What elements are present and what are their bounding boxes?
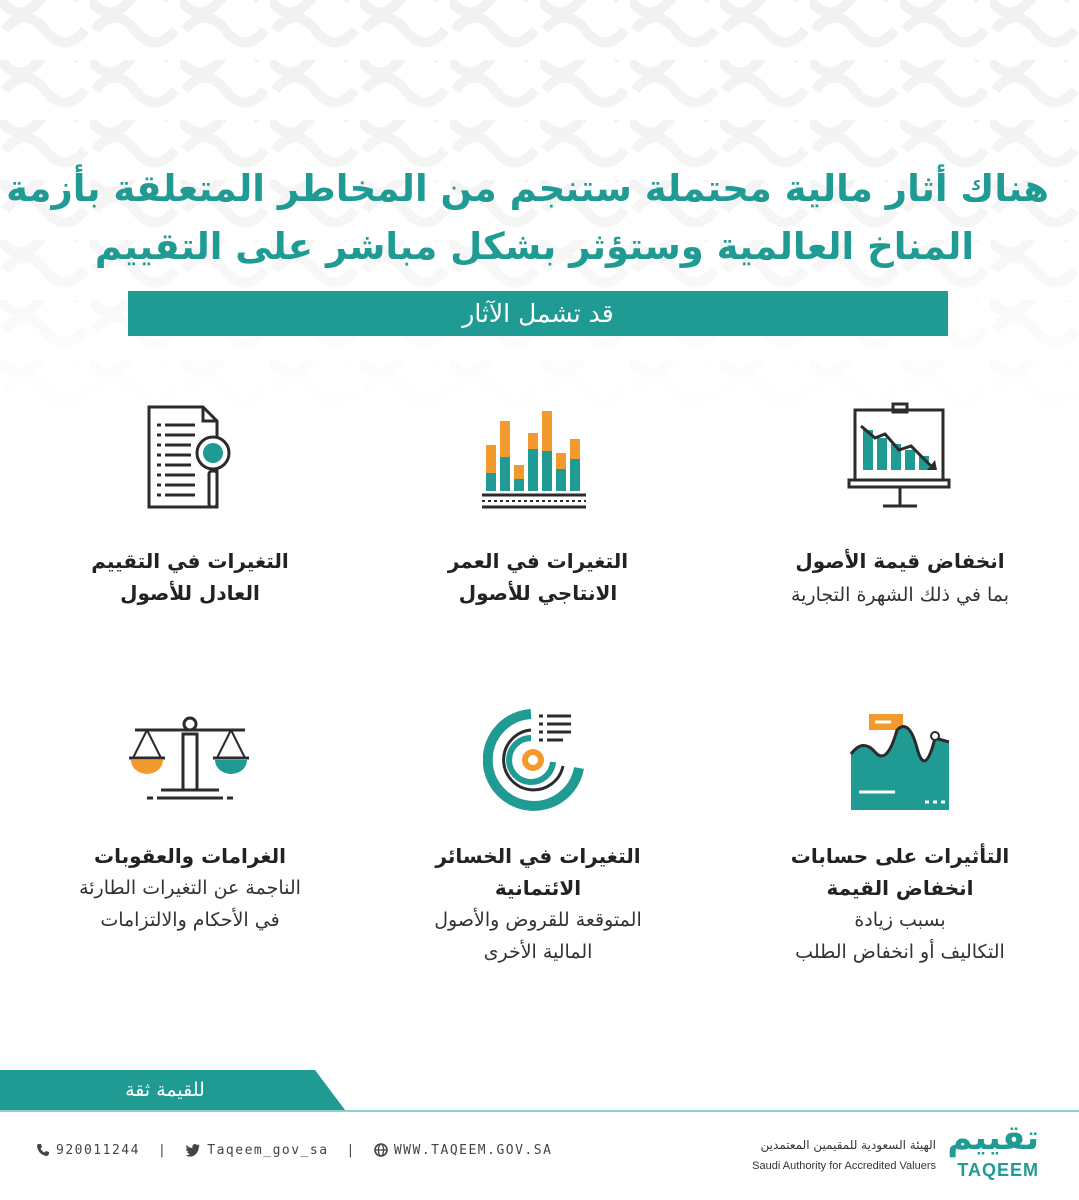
trend-down-chart-icon (845, 400, 955, 515)
card-title-line-1: التغيرات في العمر (447, 549, 629, 573)
contact-bar (36, 1138, 552, 1162)
twitter-handle: Taqeem_gov_sa (207, 1142, 329, 1158)
card-title (740, 840, 1060, 904)
card-desc (740, 904, 1060, 968)
card-title-line-2: الانتاجي للأصول (458, 581, 618, 605)
card-asset-impairment (740, 400, 1060, 611)
phone-number: 920011244 (56, 1142, 140, 1158)
scales-icon (125, 708, 255, 812)
card-title: انخفاض قيمة الأصول (795, 549, 1005, 573)
card-title (30, 545, 350, 609)
website-url: WWW.TAQEEM.GOV.SA (393, 1142, 553, 1158)
slogan: للقيمة ثقة (125, 1079, 205, 1101)
phone-icon (36, 1143, 50, 1157)
card-title-line-1: التغيرات في الخسائر (435, 844, 641, 868)
card-desc: بما في ذلك الشهرة التجارية (790, 584, 1010, 606)
headline-line-2: المناخ العالمية وستؤثر بشكل مباشر على التقييم (94, 225, 975, 268)
area-chart-icon (845, 708, 955, 812)
card-desc-line-1: بسبب زيادة (854, 909, 946, 931)
card-desc-line-2: المالية الأخرى (483, 941, 593, 963)
card-title-line-1: التغيرات في التقييم (91, 549, 289, 573)
logo-en: TAQEEM (957, 1160, 1039, 1180)
card-desc-line-1: المتوقعة للقروض والأصول (434, 909, 642, 931)
card-fair-value (30, 405, 350, 609)
card-title-line-2: انخفاض القيمة (826, 876, 974, 900)
document-search-icon (135, 405, 245, 515)
website-contact[interactable] (374, 1143, 553, 1158)
card-title-line-1: التأثيرات على حسابات (790, 844, 1010, 868)
bar-chart-icon (478, 405, 598, 515)
banner: قد تشمل الآثار (128, 291, 948, 336)
card-desc-line-2: التكاليف أو انخفاض الطلب (795, 941, 1005, 963)
card-useful-life (378, 405, 698, 609)
card-fines-penalties (30, 708, 350, 936)
card-title: الغرامات والعقوبات (93, 844, 287, 868)
card-impairment-accounts (740, 708, 1060, 968)
headline (6, 160, 1049, 276)
card-title (378, 840, 698, 904)
separator: | (346, 1142, 356, 1158)
card-desc (378, 904, 698, 968)
card-desc (30, 872, 350, 936)
footer-divider (0, 1110, 1079, 1112)
authority-name-en: Saudi Authority for Accredited Valuers (752, 1160, 936, 1172)
card-title (378, 545, 698, 609)
card-credit-losses (378, 708, 698, 968)
twitter-icon (185, 1143, 201, 1157)
card-title-line-2: العادل للأصول (120, 581, 260, 605)
separator: | (157, 1142, 168, 1158)
twitter-contact[interactable] (185, 1143, 328, 1158)
headline-line-1: هناك أثار مالية محتملة ستنجم من المخاطر المتعلقة بأزمة (6, 167, 1049, 210)
card-desc-line-2: في الأحكام والالتزامات (100, 909, 280, 931)
card-title-line-2: الائتمانية (494, 876, 582, 900)
logo-ar: تقييم (947, 1118, 1039, 1158)
globe-icon (374, 1143, 388, 1157)
authority-name-ar: الهيئة السعودية للمقيمين المعتمدين (760, 1138, 936, 1152)
card-desc-line-1: الناجمة عن التغيرات الطارئة (79, 877, 301, 899)
donut-chart-icon (483, 708, 593, 812)
phone-contact[interactable] (36, 1143, 140, 1158)
